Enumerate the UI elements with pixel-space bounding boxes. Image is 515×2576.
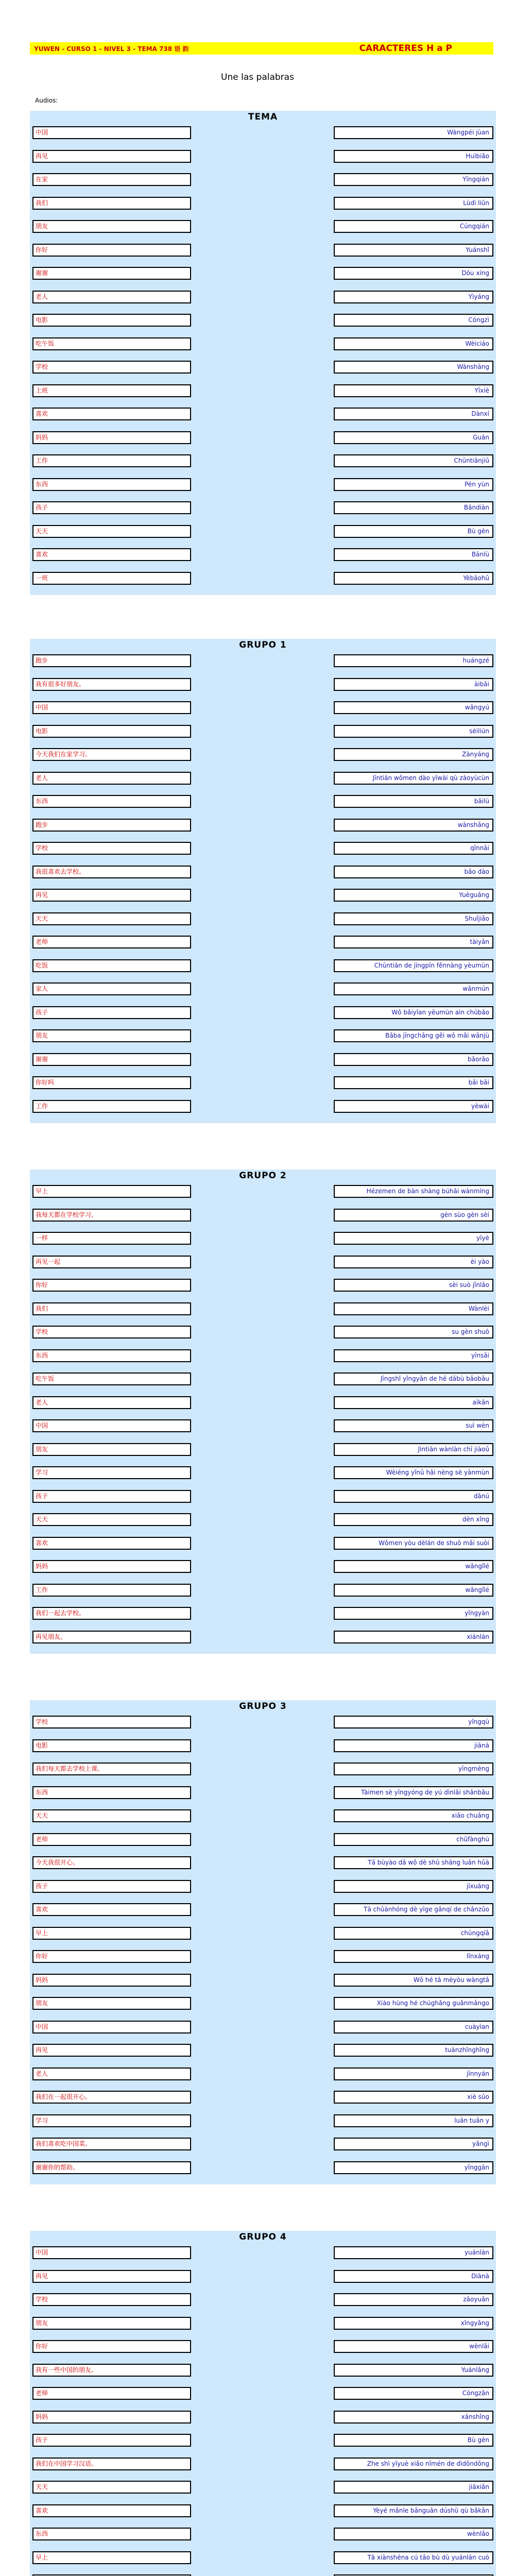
right-term-box[interactable]: Zànyáng xyxy=(334,748,493,761)
left-term-box[interactable]: 电影 xyxy=(32,725,191,738)
match-row xyxy=(30,2161,496,2174)
right-term-box[interactable]: su gèn shuō xyxy=(334,1326,493,1338)
right-term-box[interactable]: yèwài xyxy=(334,1100,493,1113)
left-term-box[interactable]: 学校 xyxy=(32,1326,191,1338)
left-term-box[interactable]: 我们在中国学习汉语。 xyxy=(32,2458,191,2470)
header-bar xyxy=(30,42,493,55)
right-term-box[interactable]: Bù gèn xyxy=(334,525,493,538)
left-term-box[interactable]: 学校 xyxy=(32,842,191,855)
match-row xyxy=(30,1302,496,1315)
match-row xyxy=(30,337,496,350)
left-term-box[interactable]: 吃午饭 xyxy=(32,1372,191,1385)
right-term-box[interactable]: bǎo dào xyxy=(334,866,493,878)
match-row xyxy=(30,2411,496,2424)
left-term-box[interactable]: 再见 xyxy=(32,150,191,163)
match-row xyxy=(30,2340,496,2353)
right-term-box[interactable]: dèn xǐng xyxy=(334,1513,493,1526)
match-row xyxy=(30,197,496,210)
left-term-box[interactable]: 家人 xyxy=(32,982,191,995)
right-term-box[interactable]: Cóngzǎn xyxy=(334,2387,493,2400)
match-row xyxy=(30,2317,496,2330)
right-term-box[interactable]: Dànxí xyxy=(334,408,493,420)
right-term-box[interactable]: Shuǐjiǎo xyxy=(334,912,493,925)
right-term-box[interactable]: xiǎo chuǎng xyxy=(334,1809,493,1822)
right-term-box[interactable]: cuàyìan xyxy=(334,2021,493,2033)
left-term-box[interactable]: 我们 xyxy=(32,1302,191,1315)
left-term-box[interactable]: 妈妈 xyxy=(32,1560,191,1573)
left-term-box[interactable]: 早上 xyxy=(32,1927,191,1940)
left-term-box[interactable]: 妈妈 xyxy=(32,1974,191,1987)
match-row xyxy=(30,2458,496,2470)
match-row xyxy=(30,1903,496,1916)
match-row xyxy=(30,725,496,738)
match-row xyxy=(30,1833,496,1846)
left-term-box[interactable]: 东西 xyxy=(32,2528,191,2540)
match-row xyxy=(30,982,496,995)
match-row xyxy=(30,291,496,303)
match-row xyxy=(30,1232,496,1245)
match-row xyxy=(30,150,496,163)
match-row xyxy=(30,1927,496,1940)
left-term-box[interactable]: 你好吗 xyxy=(32,1076,191,1089)
right-term-box[interactable]: Lùdì liǔn xyxy=(334,197,493,210)
left-term-box[interactable]: 再见 xyxy=(32,2270,191,2283)
right-term-box[interactable]: Chūntiān de jīngpǐn fěnnàng yèumùn xyxy=(334,959,493,972)
section-title: GRUPO 3 xyxy=(239,1701,287,1711)
right-term-box[interactable]: jiānà xyxy=(334,1739,493,1752)
left-term-box[interactable]: 一样 xyxy=(32,1232,191,1245)
match-row xyxy=(30,2246,496,2259)
left-term-box[interactable]: 再见一起 xyxy=(32,1256,191,1268)
match-row xyxy=(30,842,496,855)
left-term-box[interactable]: 老师 xyxy=(32,936,191,948)
right-term-box[interactable]: Bāndiàn xyxy=(334,501,493,514)
left-term-box[interactable]: 天天 xyxy=(32,1513,191,1526)
right-term-box[interactable]: Tā bùyào dǎ wǒ dè shū shāng luān hǔà xyxy=(334,1856,493,1869)
right-term-box[interactable]: tàiyǎn xyxy=(334,936,493,948)
left-term-box[interactable]: 跑步 xyxy=(32,819,191,832)
match-row xyxy=(30,1076,496,1089)
left-term-box[interactable]: 喜欢 xyxy=(32,2504,191,2517)
right-term-box[interactable]: Yīxiè xyxy=(334,384,493,397)
match-row xyxy=(30,1974,496,1987)
left-term-box[interactable]: 天天 xyxy=(32,912,191,925)
right-term-box[interactable]: Jìntiān wànlàn chī jiàoǔ xyxy=(334,1443,493,1456)
left-term-box[interactable]: 学校 xyxy=(32,361,191,374)
match-row xyxy=(30,1372,496,1385)
right-term-box[interactable]: Hézemen de bàn shàng búhǎi wànmíng xyxy=(334,1185,493,1198)
right-term-box[interactable]: yuánlàn xyxy=(334,2246,493,2259)
left-term-box[interactable]: 电影 xyxy=(32,314,191,327)
right-term-box[interactable]: Wǒ bǎiyǐan yēumùn aìn chūbǎo xyxy=(334,1006,493,1019)
match-row xyxy=(30,2481,496,2494)
left-term-box[interactable]: 工作 xyxy=(32,1100,191,1113)
match-row xyxy=(30,1279,496,1292)
left-term-box[interactable]: 早上 xyxy=(32,1185,191,1198)
left-term-box[interactable]: 吃饭 xyxy=(32,959,191,972)
left-term-box[interactable]: 我们每天都去学校上课。 xyxy=(32,1762,191,1775)
right-term-box[interactable]: yǐnggān xyxy=(334,2161,493,2174)
left-term-box[interactable]: 东西 xyxy=(32,1349,191,1362)
match-row xyxy=(30,1100,496,1113)
left-term-box[interactable]: 孩子 xyxy=(32,1880,191,1893)
right-term-box[interactable]: Chūntiānjiǔ xyxy=(334,454,493,467)
right-term-box[interactable]: lǐnxáng xyxy=(334,1950,493,1963)
match-row xyxy=(30,173,496,186)
match-row xyxy=(30,889,496,902)
match-row xyxy=(30,525,496,538)
right-term-box[interactable]: wènlǎi xyxy=(334,2340,493,2353)
audios-label: Audios: xyxy=(35,97,58,104)
match-row xyxy=(30,1443,496,1456)
match-row xyxy=(30,1786,496,1799)
left-term-box[interactable]: 今天我很开心。 xyxy=(32,1856,191,1869)
right-term-box[interactable]: wǎngyú xyxy=(334,701,493,714)
left-term-box[interactable]: 吃午饭 xyxy=(32,337,191,350)
section-title: TEMA xyxy=(248,112,278,122)
match-row xyxy=(30,1513,496,1526)
match-row xyxy=(30,2270,496,2283)
match-row xyxy=(30,1349,496,1362)
left-term-box[interactable]: 我很喜欢去学校。 xyxy=(32,866,191,878)
match-row xyxy=(30,2504,496,2517)
right-term-box[interactable]: Yuánshǐ xyxy=(334,244,493,257)
right-term-box[interactable]: Wàngpéi jùan xyxy=(334,126,493,139)
match-row xyxy=(30,220,496,233)
right-term-box[interactable]: Yīngqián xyxy=(334,173,493,186)
match-row xyxy=(30,959,496,972)
right-term-box[interactable]: Yèyé mǎnle bǎnguǎn dúshū qù bǎkǎn xyxy=(334,2504,493,2517)
match-row xyxy=(30,244,496,257)
right-term-box[interactable]: jiāxiǎn xyxy=(334,2481,493,2494)
section-title: GRUPO 1 xyxy=(239,640,287,650)
left-term-box[interactable]: 老师 xyxy=(32,2387,191,2400)
match-row xyxy=(30,501,496,514)
right-term-box[interactable]: Yìyáng xyxy=(334,291,493,303)
right-term-box[interactable]: Diànà xyxy=(334,2270,493,2283)
match-row xyxy=(30,384,496,397)
left-term-box[interactable]: 早上 xyxy=(32,2551,191,2564)
match-row xyxy=(30,1762,496,1775)
match-row xyxy=(30,1560,496,1573)
right-term-box[interactable]: Yèbāohǔ xyxy=(334,572,493,585)
match-row xyxy=(30,2293,496,2306)
right-term-box[interactable]: bǎi bǎi xyxy=(334,1076,493,1089)
match-row xyxy=(30,454,496,467)
match-row xyxy=(30,2091,496,2104)
match-row xyxy=(30,1880,496,1893)
left-term-box[interactable]: 东西 xyxy=(32,478,191,491)
match-row xyxy=(30,361,496,374)
right-term-box[interactable]: Pén yùn xyxy=(334,478,493,491)
right-term-box[interactable]: sèiliún xyxy=(334,725,493,738)
match-row xyxy=(30,1716,496,1728)
match-row xyxy=(30,1739,496,1752)
match-row xyxy=(30,819,496,832)
left-term-box[interactable]: 我每天都在学校学习。 xyxy=(32,1209,191,1222)
match-row xyxy=(30,431,496,444)
right-term-box[interactable]: wǎngǐlé xyxy=(334,1584,493,1597)
left-term-box[interactable]: 朋友 xyxy=(32,220,191,233)
left-term-box[interactable]: 谢谢 xyxy=(32,267,191,280)
left-term-box[interactable]: 你好 xyxy=(32,1279,191,1292)
right-term-box[interactable]: yǐngqù xyxy=(334,1716,493,1728)
right-term-box[interactable]: Bù gèn xyxy=(334,2434,493,2447)
section-tema xyxy=(30,111,496,595)
match-row xyxy=(30,478,496,491)
left-term-box[interactable]: 孩子 xyxy=(32,1490,191,1503)
left-term-box[interactable]: 你好 xyxy=(32,1950,191,1963)
left-term-box[interactable]: 妈妈 xyxy=(32,431,191,444)
match-row xyxy=(30,748,496,761)
right-term-box[interactable]: wànshǎng xyxy=(334,819,493,832)
left-term-box[interactable]: 妈妈 xyxy=(32,2411,191,2424)
match-row xyxy=(30,1490,496,1503)
left-term-box[interactable]: 朋友 xyxy=(32,1029,191,1042)
section-title: GRUPO 4 xyxy=(239,2232,287,2242)
right-term-box[interactable]: suì wèn xyxy=(334,1419,493,1432)
match-row xyxy=(30,1950,496,1963)
match-row xyxy=(30,2434,496,2447)
left-term-box[interactable]: 孩子 xyxy=(32,501,191,514)
left-term-box[interactable]: 我们在一起很开心。 xyxy=(32,2091,191,2104)
match-row xyxy=(30,572,496,585)
match-row xyxy=(30,936,496,948)
right-term-box[interactable]: wènlǎo xyxy=(334,2528,493,2540)
left-term-box[interactable]: 我们一起去学校。 xyxy=(32,1607,191,1620)
right-term-box[interactable]: zǎoyuǎn xyxy=(334,2293,493,2306)
right-term-box[interactable]: xiè sǔo xyxy=(334,2091,493,2104)
right-term-box[interactable]: aìkǎn xyxy=(334,1396,493,1409)
match-row xyxy=(30,267,496,280)
right-term-box[interactable]: bǎorǎo xyxy=(334,1053,493,1066)
right-term-box[interactable]: àibǎi xyxy=(334,678,493,691)
left-term-box[interactable]: 上班 xyxy=(32,384,191,397)
right-term-box[interactable]: Wànshàng xyxy=(334,361,493,374)
right-term-box[interactable]: xiánlán xyxy=(334,1631,493,1643)
right-term-box[interactable]: Xiào hùng hé chúghǎng guǎnmǎngo xyxy=(334,1997,493,2010)
left-term-box[interactable]: 在家 xyxy=(32,173,191,186)
left-term-box[interactable]: 中国 xyxy=(32,2021,191,2033)
match-row xyxy=(30,1256,496,1268)
right-term-box[interactable]: Wèiéng yǐnǔ hǎi nèng sè yànmùn xyxy=(334,1466,493,1479)
left-term-box[interactable]: 中国 xyxy=(32,701,191,714)
match-row xyxy=(30,1466,496,1479)
left-term-box[interactable]: 老师 xyxy=(32,1833,191,1846)
right-term-box[interactable]: sèi suò jǐnlǎo xyxy=(334,1279,493,1292)
right-term-box[interactable]: yīngmèng xyxy=(334,1762,493,1775)
left-term-box[interactable]: 你好 xyxy=(32,244,191,257)
match-row xyxy=(30,1396,496,1409)
match-row xyxy=(30,548,496,561)
right-term-box[interactable]: yīnsǎi xyxy=(334,1349,493,1362)
left-term-box[interactable]: 老人 xyxy=(32,772,191,785)
header-course-info: YUWEN - CURSO 1 - NIVEL 3 - TEMA 738 语 韵 xyxy=(34,45,189,53)
left-term-box[interactable]: 再见朋友。 xyxy=(32,1631,191,1643)
right-term-box[interactable]: Bǎba jīngchǎng gěi wǒ mǎi wǎnjù xyxy=(334,1029,493,1042)
match-row xyxy=(30,2067,496,2080)
match-row xyxy=(30,1537,496,1550)
right-term-box[interactable]: xǐngyǎng xyxy=(334,2317,493,2330)
left-term-box[interactable]: 学习 xyxy=(32,2114,191,2127)
left-term-box[interactable]: 今天我们在家学习。 xyxy=(32,748,191,761)
right-term-box[interactable]: yǎngì xyxy=(334,2138,493,2150)
left-term-box[interactable]: 朋友 xyxy=(32,2317,191,2330)
right-term-box[interactable]: gèn sùo gèn sèi xyxy=(334,1209,493,1222)
right-term-box[interactable]: èi yào xyxy=(334,1256,493,1268)
right-term-box[interactable]: Dōu xíng xyxy=(334,267,493,280)
left-term-box[interactable]: 我有一些中国的朋友。 xyxy=(32,2364,191,2377)
left-term-box[interactable]: 喜欢 xyxy=(32,548,191,561)
left-term-box[interactable]: 东西 xyxy=(32,795,191,808)
match-row xyxy=(30,408,496,420)
right-term-box[interactable]: dǎnú xyxy=(334,1490,493,1503)
left-term-box[interactable]: 老人 xyxy=(32,1396,191,1409)
match-row xyxy=(30,126,496,139)
match-row xyxy=(30,1419,496,1432)
left-term-box[interactable]: 再见 xyxy=(32,2044,191,2057)
right-term-box[interactable]: Huìbiǎo xyxy=(334,150,493,163)
right-term-box[interactable]: Tā xiànshéna cú tǎo bù dù yuánlán cuò xyxy=(334,2551,493,2564)
left-term-box[interactable]: 喜欢 xyxy=(32,1537,191,1550)
right-term-box[interactable]: Guān xyxy=(334,431,493,444)
match-row xyxy=(30,1809,496,1822)
right-term-box[interactable]: bǎilù xyxy=(334,795,493,808)
left-term-box[interactable]: 学习 xyxy=(32,1466,191,1479)
right-term-box[interactable]: Wǒmen yòu dèlán de shuō mǎi suòi xyxy=(334,1537,493,1550)
left-term-box[interactable]: 电影 xyxy=(32,1739,191,1752)
right-term-box[interactable]: wǎnmún xyxy=(334,982,493,995)
left-term-box[interactable]: 我们 xyxy=(32,197,191,210)
match-row xyxy=(30,2528,496,2540)
match-row xyxy=(30,2387,496,2400)
left-term-box[interactable]: 学校 xyxy=(32,1716,191,1728)
left-term-box[interactable]: 喜欢 xyxy=(32,1903,191,1916)
left-term-box[interactable]: 孩子 xyxy=(32,2434,191,2447)
match-row xyxy=(30,2551,496,2564)
right-term-box[interactable]: Wǒ hé tā mèyòu wàngtǎ xyxy=(334,1974,493,1987)
match-row xyxy=(30,1631,496,1643)
right-term-box[interactable]: Jīntiān wǒmen dào yīwài qù zàoyùcùn xyxy=(334,772,493,785)
header-title: CARACTERES H a P xyxy=(359,43,452,54)
right-term-box[interactable]: Bānlù xyxy=(334,548,493,561)
right-term-box[interactable]: luǎn tuǎn y xyxy=(334,2114,493,2127)
left-term-box[interactable]: 东西 xyxy=(32,1786,191,1799)
right-term-box[interactable]: Yuèguāng xyxy=(334,889,493,902)
right-term-box[interactable]: chǔfànghù xyxy=(334,1833,493,1846)
left-term-box[interactable]: 朋友 xyxy=(32,1997,191,2010)
match-row xyxy=(30,912,496,925)
left-term-box[interactable]: 谢谢 xyxy=(32,1053,191,1066)
match-row xyxy=(30,2044,496,2057)
section-title: GRUPO 2 xyxy=(239,1171,287,1181)
left-term-box[interactable]: 朋友 xyxy=(32,1443,191,1456)
left-term-box[interactable]: 中国 xyxy=(32,1419,191,1432)
left-term-box[interactable]: 我有很多好朋友。 xyxy=(32,678,191,691)
right-term-box[interactable]: huángzé xyxy=(334,654,493,667)
section-grupo-3 xyxy=(30,1700,496,2184)
match-row xyxy=(30,866,496,878)
match-row xyxy=(30,314,496,327)
left-term-box[interactable]: 中国 xyxy=(32,2246,191,2259)
section-grupo-4 xyxy=(30,2231,496,2576)
right-term-box[interactable]: Tā chǔànhóng dè yīge gǎnqí de chǎnzǔo xyxy=(334,1903,493,1916)
left-term-box[interactable]: 喜欢 xyxy=(32,408,191,420)
right-term-box[interactable]: Cúngqián xyxy=(334,220,493,233)
section-grupo-2 xyxy=(30,1170,496,1654)
match-row xyxy=(30,772,496,785)
match-row xyxy=(30,1326,496,1338)
left-term-box[interactable]: 跑步 xyxy=(32,654,191,667)
match-row xyxy=(30,795,496,808)
match-row xyxy=(30,1209,496,1222)
match-row xyxy=(30,654,496,667)
left-term-box[interactable]: 中国 xyxy=(32,126,191,139)
right-term-box[interactable]: xánshǐng xyxy=(334,2411,493,2424)
match-row xyxy=(30,1053,496,1066)
left-term-box[interactable]: 一班 xyxy=(32,572,191,585)
page-subtitle: Une las palabras xyxy=(221,72,294,82)
right-term-box[interactable]: jīxuàng xyxy=(334,1880,493,1893)
left-term-box[interactable]: 孩子 xyxy=(32,1006,191,1019)
right-term-box[interactable]: yīyè xyxy=(334,1232,493,1245)
match-row xyxy=(30,1584,496,1597)
left-term-box[interactable]: 天天 xyxy=(32,2481,191,2494)
left-term-box[interactable]: 老人 xyxy=(32,2067,191,2080)
left-term-box[interactable]: 工作 xyxy=(32,1584,191,1597)
match-row xyxy=(30,1856,496,1869)
match-row xyxy=(30,2364,496,2377)
left-term-box[interactable]: 天天 xyxy=(32,1809,191,1822)
right-term-box[interactable]: Wèiciáo xyxy=(334,337,493,350)
match-row xyxy=(30,1607,496,1620)
match-row xyxy=(30,678,496,691)
left-term-box[interactable]: 再见 xyxy=(32,889,191,902)
match-row xyxy=(30,2021,496,2033)
right-term-box[interactable]: wǎngǐlé xyxy=(334,1560,493,1573)
right-term-box[interactable]: Yuánlǎng xyxy=(334,2364,493,2377)
left-term-box[interactable]: 谢谢你的帮助。 xyxy=(32,2161,191,2174)
match-row xyxy=(30,1997,496,2010)
section-grupo-1 xyxy=(30,639,496,1123)
right-term-box[interactable]: Zhe shì yīyuè xiǎo nǐmén de dìdǒndǒng xyxy=(334,2458,493,2470)
match-row xyxy=(30,701,496,714)
left-term-box[interactable]: 工作 xyxy=(32,454,191,467)
left-term-box[interactable]: 我们喜欢吃中国菜。 xyxy=(32,2138,191,2150)
right-term-box[interactable]: Cóngzì xyxy=(334,314,493,327)
right-term-box[interactable]: Jīngshǐ yǐngyǎn de hē dǎbù bǎobǎu xyxy=(334,1372,493,1385)
left-term-box[interactable]: 学校 xyxy=(32,2293,191,2306)
left-term-box[interactable]: 你好 xyxy=(32,2340,191,2353)
right-term-box[interactable]: yǐngyàn xyxy=(334,1607,493,1620)
right-term-box[interactable]: jīnnyán xyxy=(334,2067,493,2080)
left-term-box[interactable]: 天天 xyxy=(32,525,191,538)
match-row xyxy=(30,1029,496,1042)
match-row xyxy=(30,2138,496,2150)
right-term-box[interactable]: Tàimen sè yīngyóng de yú dìnlǎi shǎnbǎu xyxy=(334,1786,493,1799)
match-row xyxy=(30,2114,496,2127)
match-row xyxy=(30,1006,496,1019)
right-term-box[interactable]: tuànzhǐnghǐng xyxy=(334,2044,493,2057)
right-term-box[interactable]: chūngqíǎ xyxy=(334,1927,493,1940)
left-term-box[interactable]: 老人 xyxy=(32,291,191,303)
match-row xyxy=(30,1185,496,1198)
right-term-box[interactable]: qǐnnǎi xyxy=(334,842,493,855)
right-term-box[interactable]: Wànlèi xyxy=(334,1302,493,1315)
